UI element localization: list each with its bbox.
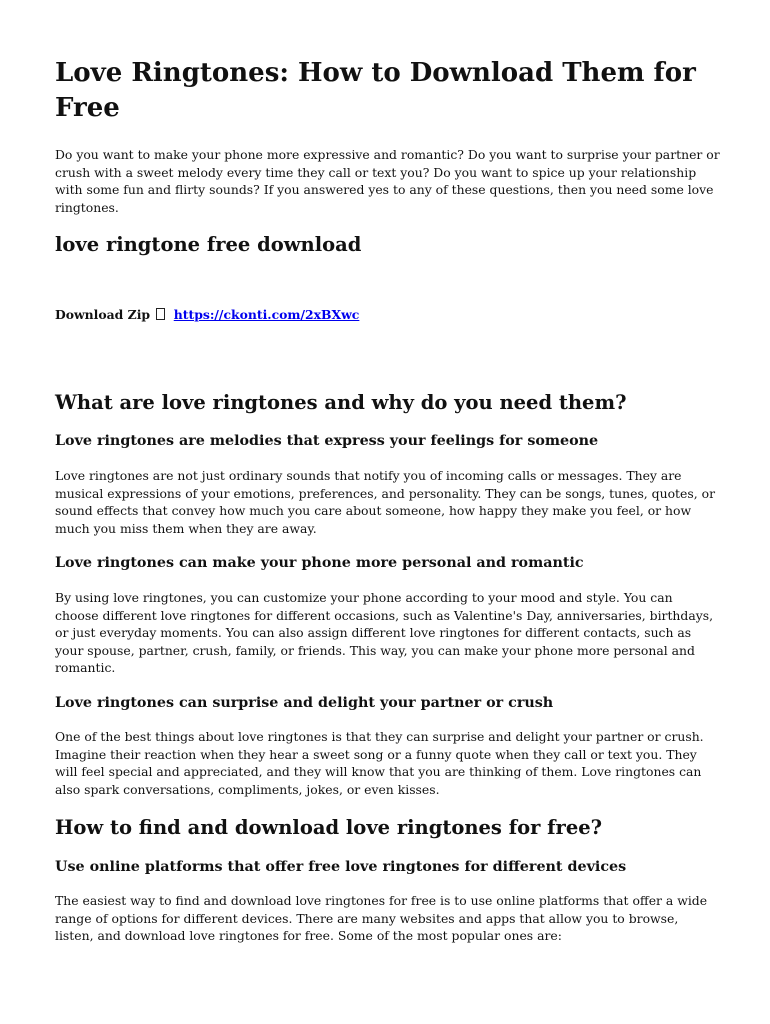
download-label: Download Zip — [55, 307, 151, 322]
section-paragraph: The easiest way to find and download love ringtones for free is to use online platforms that offer a wide range of options for different devices. There are many websites and apps that allow you to browse, listen, and download love ringtones for free. Some of the most popular ones are: — [55, 893, 708, 944]
subsection-heading: Love ringtones can surprise and delight your partner or crush — [55, 695, 554, 711]
subsection-heading: Love ringtones are melodies that express your feelings for someone — [55, 433, 599, 449]
intro-paragraph: Do you want to make your phone more expressive and romantic? Do you want to surprise your partner or crush with a sweet melody every time they call or text you? Do you want to spice up your relationship with some fun and flirty sounds? If you answered yes to any of these questions, then you need some love ringtones. — [55, 147, 720, 215]
section-paragraph: One of the best things about love ringtones is that they can surprise and delight your partner or crush. Imagine their reaction when they hear a sweet song or a funny quote when they call or text you. They will feel special and appreciated, and they will know that you are thinking of them. Love ringtones can also spark conversations, compliments, jokes, or even kisses. — [55, 729, 704, 797]
missing-glyph-icon — [156, 308, 165, 320]
section-paragraph: By using love ringtones, you can customize your phone according to your mood and style. You can choose different love ringtones for different occasions, such as Valentine's Day, anniversaries, birthdays, or just everyday moments. You can also assign different love ringtones for different contacts, such as your spouse, partner, crush, family, or friends. This way, you can make your phone more personal and romantic. — [55, 590, 714, 676]
section-paragraph: Love ringtones are not just ordinary sounds that notify you of incoming calls or messages. They are musical expressions of your emotions, preferences, and personality. They can be songs, tunes, quotes, or sound effects that convey how much you care about someone, how happy they make you feel, or how much you miss them when they are away. — [55, 468, 715, 536]
download-line — [55, 306, 359, 323]
section-heading: What are love ringtones and why do you need them? — [55, 391, 627, 414]
subtitle-heading: love ringtone free download — [55, 233, 362, 256]
download-link[interactable]: https://ckonti.com/2xBXwc — [173, 307, 360, 322]
subsection-heading: Use online platforms that offer free love ringtones for different devices — [55, 859, 627, 875]
subsection-heading: Love ringtones can make your phone more personal and romantic — [55, 555, 584, 571]
page-title: Love Ringtones: How to Download Them for Free — [55, 58, 696, 123]
section-heading: How to find and download love ringtones for free? — [55, 816, 603, 839]
